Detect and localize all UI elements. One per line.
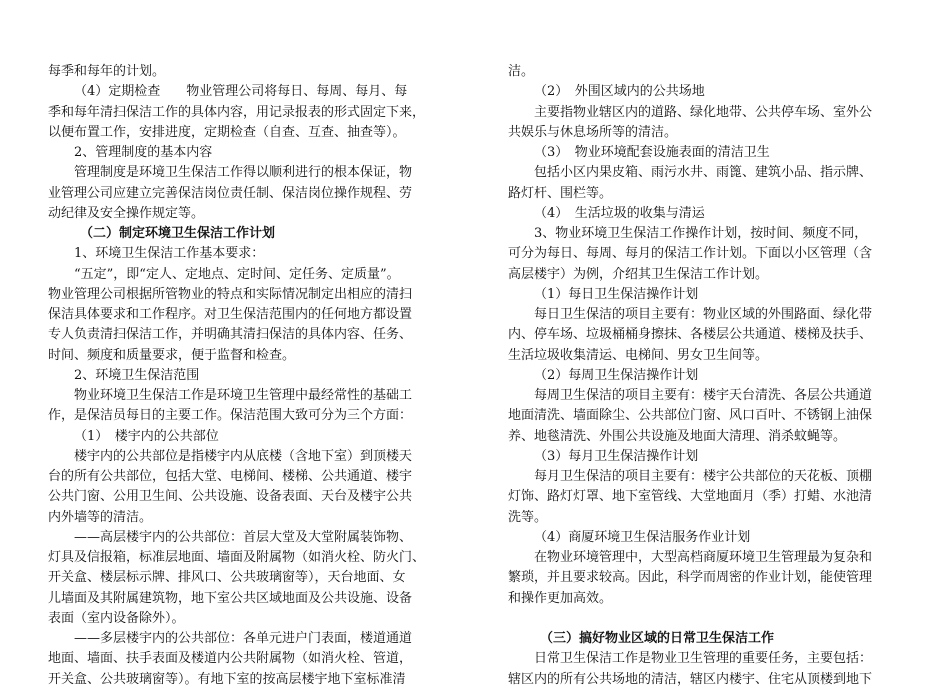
text-line: 作，是保洁员每日的主要工作。保洁范围大致可分为三个方面： xyxy=(48,408,413,424)
text-line: 每季和每年的计划。 xyxy=(48,64,166,79)
text-line: 内外墙等的清洁。 xyxy=(48,509,153,525)
text-line: 日常卫生保洁工作是物业卫生管理的重要任务，主要包括： xyxy=(534,651,873,667)
text-line: （3）每月卫生保洁操作计划 xyxy=(534,448,699,464)
text-line: 繁琐，并且要求较高。因此，科学而周密的作业计划，能使管理 xyxy=(508,570,873,586)
text-line: （4）商厦环境卫生保洁服务作业计划 xyxy=(534,529,751,545)
text-line: 地面、墙面、扶手表面及楼道内公共附属物（如消火栓、管道， xyxy=(48,651,413,667)
text-line: 时间、频度和质量要求，便于监督和检查。 xyxy=(48,347,296,363)
text-line xyxy=(508,609,902,629)
text-line: 共娱乐与休息场所等的清洁。 xyxy=(508,124,678,140)
text-line: 业管理公司应建立完善保洁岗位责任制、保洁岗位操作规程、劳 xyxy=(48,185,413,201)
text-line: 物业管理公司根据所管物业的特点和实际情况制定出相应的清扫 xyxy=(48,286,413,302)
text-line: 和操作更加高效。 xyxy=(508,590,613,606)
text-line: 季和每年清扫保洁工作的具体内容，用记录报表的形式固定下来， xyxy=(48,104,426,120)
text-line: 物业环境卫生保洁工作是环境卫生管理中最经常性的基础工 xyxy=(74,388,413,403)
text-line: 以便布置工作，安排进度，定期检查（自查、互查、抽查等）。 xyxy=(48,124,406,140)
text-line: 辖区内的所有公共场地的清洁，辖区内楼宇、住宅从顶楼到地下 xyxy=(508,671,873,687)
text-line: 高层楼宇）为例，介绍其卫生保洁工作计划。 xyxy=(508,266,769,282)
text-line: “五定”，即“定人、定地点、定时间、定任务、定质量”。 xyxy=(74,266,400,282)
text-line: 养、地毯清洗、外围公共设施及地面大清理、消杀蚊蝇等。 xyxy=(508,428,847,444)
text-line: 开关盒、楼层标示牌、排风口、公共玻璃窗等），天台地面、女 xyxy=(48,570,406,586)
text-line: 每月卫生保洁的项目主要有：楼宇公共部位的天花板、顶棚 xyxy=(534,469,873,484)
left-text-column xyxy=(48,62,442,690)
section-heading: （二）制定环境卫生保洁工作计划 xyxy=(80,226,276,241)
text-line: 保洁具体要求和工作程序。对卫生保洁范围内的任何地方都设置 xyxy=(48,307,413,322)
text-line: （3） 物业环境配套设施表面的清洁卫生 xyxy=(534,145,770,160)
text-line: 2、管理制度的基本内容 xyxy=(74,145,213,160)
text-line: （2） 外围区域内的公共场地 xyxy=(534,84,705,100)
text-line: 可分为每日、每周、每月的保洁工作计划。下面以小区管理（含 xyxy=(508,246,873,262)
text-line: 包括小区内果皮箱、雨污水井、雨篦、建筑小品、指示牌、 xyxy=(534,165,873,181)
section-heading: （三）搞好物业区域的日常卫生保洁工作 xyxy=(540,631,775,646)
text-line: 洁。 xyxy=(508,64,535,79)
right-text-column xyxy=(508,62,902,690)
text-line: 主要指物业辖区内的道路、绿化地带、公共停车场、室外公 xyxy=(534,104,873,120)
text-line: （1）每日卫生保洁操作计划 xyxy=(534,286,699,302)
text-line: （2）每周卫生保洁操作计划 xyxy=(534,367,699,383)
text-line: 动纪律及安全操作规定等。 xyxy=(48,205,205,221)
text-line: 公共门窗、公用卫生间、公共设施、设备表面、天台及楼宇公共 xyxy=(48,489,413,505)
text-line: 楼宇内的公共部位是指楼宇内从底楼（含地下室）到顶楼天 xyxy=(74,448,413,464)
text-line: ——多层楼宇内的公共部位：各单元进户门表面，楼道通道 xyxy=(74,631,413,646)
text-line: （1） 楼宇内的公共部位 xyxy=(74,428,219,444)
text-line: 专人负责清扫保洁工作，并明确其清扫保洁的具体内容、任务、 xyxy=(48,327,413,343)
text-line: 路灯杆、围栏等。 xyxy=(508,185,613,201)
text-line: 台的所有公共部位，包括大堂、电梯间、楼梯、公共通道、楼宇 xyxy=(48,469,413,484)
text-line: 在物业环境管理中，大型高档商厦环境卫生管理最为复杂和 xyxy=(534,550,873,565)
text-line: 内、停车场、垃圾桶桶身擦抹、各楼层公共通道、楼梯及扶手、 xyxy=(508,327,873,343)
text-line: 每周卫生保洁的项目主要有：楼宇天台清洗、各层公共通道 xyxy=(534,388,873,403)
text-line: ——高层楼宇内的公共部位：首层大堂及大堂附属装饰物、 xyxy=(74,529,413,545)
text-line: 1、环境卫生保洁工作基本要求： xyxy=(74,246,265,262)
text-line: （4） 生活垃圾的收集与清运 xyxy=(534,205,705,221)
text-line: 灯具及信报箱，标准层地面、墙面及附属物（如消火栓、防火门、 xyxy=(48,550,426,565)
text-line: 生活垃圾收集清运、电梯间、男女卫生间等。 xyxy=(508,347,769,363)
text-line: 灯饰、路灯灯罩、地下室管线、大堂地面月（季）打蜡、水池清 xyxy=(508,489,873,505)
text-line: （4）定期检查 物业管理公司将每日、每周、每月、每 xyxy=(74,84,408,100)
text-line: 儿墙面及其附属建筑物，地下室公共区域地面及公共设施、设备 xyxy=(48,590,413,606)
text-line: 管理制度是环境卫生保洁工作得以顺利进行的根本保证，物 xyxy=(74,165,413,181)
text-line: 表面（室内设备除外）。 xyxy=(48,610,185,626)
text-line: 2、环境卫生保洁范围 xyxy=(74,367,200,383)
text-line: 3、物业环境卫生保洁工作操作计划，按时间、频度不同， xyxy=(534,226,868,241)
text-line: 洗等。 xyxy=(508,509,548,525)
text-line: 地面清洗、墙面除尘、公共部位门窗、风口百叶、不锈钢上油保 xyxy=(508,408,873,424)
text-line: 每日卫生保洁的项目主要有：物业区域的外围路面、绿化带 xyxy=(534,307,873,322)
text-line: 开关盒、公共玻璃窗等）。有地下室的按高层楼宇地下室标准清 xyxy=(48,671,406,687)
